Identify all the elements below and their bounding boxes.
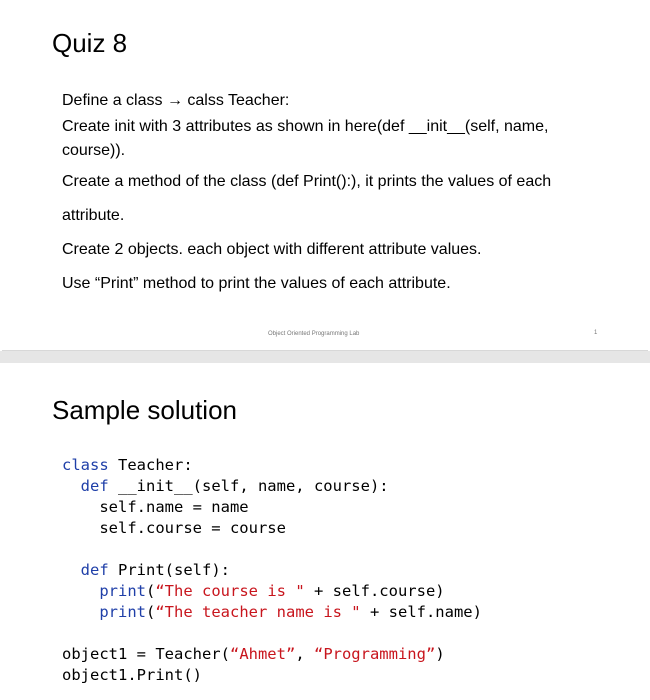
slide-divider bbox=[0, 351, 650, 363]
code-function: print bbox=[99, 582, 146, 600]
code-keyword: def bbox=[80, 561, 109, 579]
instruction-line: Create a method of the class (def Print():), it prints the values of each bbox=[62, 173, 552, 190]
code-line bbox=[62, 476, 482, 497]
code-keyword: class bbox=[62, 456, 109, 474]
code-indent bbox=[62, 603, 99, 621]
code-indent bbox=[62, 477, 81, 495]
code-line bbox=[62, 602, 482, 623]
code-text: Teacher: bbox=[108, 456, 193, 474]
slide-quiz bbox=[2, 0, 648, 351]
code-block bbox=[62, 455, 482, 686]
code-string: “Programming” bbox=[313, 645, 436, 663]
code-text: object1 = Teacher( bbox=[62, 645, 230, 663]
code-indent bbox=[62, 561, 81, 579]
code-line: self.name = name bbox=[62, 498, 249, 516]
code-text: __init__(self, name, course): bbox=[108, 477, 389, 495]
code-text: Print(self): bbox=[108, 561, 230, 579]
instruction-line: Use “Print” method to print the values of each attribute. bbox=[62, 275, 451, 292]
code-line bbox=[62, 455, 482, 476]
code-text: + self.name) bbox=[360, 603, 482, 621]
code-line: self.course = course bbox=[62, 519, 286, 537]
code-text: + self.course) bbox=[304, 582, 445, 600]
instruction-line: Create init with 3 attributes as shown in here(def __init__(self, name, bbox=[62, 118, 549, 135]
code-line bbox=[62, 560, 482, 581]
instruction-line: Define a class → calss Teacher: bbox=[62, 92, 290, 109]
code-string: “The teacher name is " bbox=[155, 603, 361, 621]
code-string: “Ahmet” bbox=[229, 645, 296, 663]
code-text: ( bbox=[146, 603, 156, 621]
instruction-line: Create 2 objects. each object with different attribute values. bbox=[62, 241, 482, 258]
slide-footer: Object Oriented Programming Lab bbox=[268, 331, 360, 337]
code-line bbox=[62, 644, 482, 665]
code-text: , bbox=[295, 645, 314, 663]
code-blank-line bbox=[62, 539, 482, 560]
code-line: object1.Print() bbox=[62, 666, 202, 684]
code-function: print bbox=[99, 603, 146, 621]
code-text: ( bbox=[146, 582, 156, 600]
code-indent bbox=[62, 582, 99, 600]
code-line bbox=[62, 581, 482, 602]
slide-title: Quiz 8 bbox=[52, 28, 128, 58]
instruction-line: attribute. bbox=[62, 207, 125, 224]
slide-title: Sample solution bbox=[52, 395, 237, 425]
code-blank-line bbox=[62, 623, 482, 644]
code-string: “The course is " bbox=[155, 582, 305, 600]
code-text: ) bbox=[435, 645, 445, 663]
instruction-line: course)). bbox=[62, 142, 126, 159]
slide-solution bbox=[2, 363, 648, 700]
page-number: 1 bbox=[594, 330, 598, 336]
code-keyword: def bbox=[80, 477, 109, 495]
